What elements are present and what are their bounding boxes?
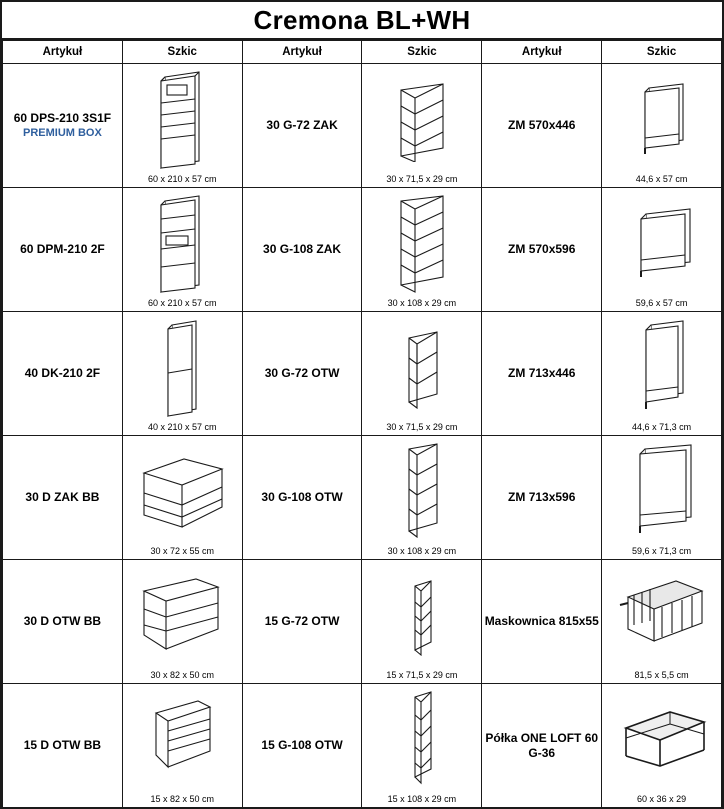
table-header-row	[3, 41, 722, 64]
product-name-cell	[3, 560, 123, 684]
product-dimensions: 15 x 71,5 x 29 cm	[386, 670, 458, 680]
product-name: 30 G-72 ZAK	[266, 118, 338, 132]
column-header-artykul-2: Artykuł	[242, 41, 362, 64]
product-name-cell	[242, 64, 362, 188]
product-sketch-cell	[122, 436, 242, 560]
product-dimensions: 30 x 82 x 50 cm	[150, 670, 215, 680]
product-sketch-cell	[602, 64, 722, 188]
product-name: 15 G-72 OTW	[264, 614, 340, 628]
product-name: 15 G-108 OTW	[261, 738, 343, 752]
product-name: 40 DK-210 2F	[24, 366, 101, 380]
product-dimensions: 60 x 210 x 57 cm	[147, 174, 217, 184]
product-sketch-cell	[362, 64, 482, 188]
table-row	[3, 188, 722, 312]
narrow-open-base-cabinet-icon	[123, 684, 242, 793]
product-name-cell	[3, 188, 123, 312]
product-dimensions: 59,6 x 71,3 cm	[632, 546, 692, 556]
open-wall-cabinet-icon	[362, 312, 481, 421]
product-dimensions: 44,6 x 71,3 cm	[632, 422, 692, 432]
product-name-cell	[242, 436, 362, 560]
column-header-szkic-1: Szkic	[122, 41, 242, 64]
product-name-cell	[242, 560, 362, 684]
product-name: ZM 713x446	[508, 366, 576, 380]
tall-corner-wall-cabinet-icon	[362, 188, 481, 297]
product-sketch-cell	[602, 436, 722, 560]
product-dimensions: 15 x 82 x 50 cm	[150, 794, 215, 804]
column-header-artykul-3: Artykuł	[482, 41, 602, 64]
product-sketch-cell	[362, 312, 482, 436]
product-name-cell	[3, 684, 123, 808]
table-row	[3, 436, 722, 560]
product-dimensions: 81,5 x 5,5 cm	[634, 670, 689, 680]
table-row	[3, 312, 722, 436]
product-name-cell	[482, 64, 602, 188]
product-dimensions: 60 x 210 x 57 cm	[147, 298, 217, 308]
product-name: 30 G-108 ZAK	[263, 242, 342, 256]
corner-base-cabinet-icon	[123, 436, 242, 545]
product-dimensions: 40 x 210 x 57 cm	[147, 422, 217, 432]
product-dimensions: 30 x 108 x 29 cm	[387, 546, 457, 556]
product-dimensions: 60 x 36 x 29	[637, 794, 687, 804]
product-sketch-cell	[122, 312, 242, 436]
product-name-cell	[3, 436, 123, 560]
product-dimensions: 15 x 108 x 29 cm	[387, 794, 457, 804]
dishwasher-front-panel-large-icon	[602, 436, 721, 545]
product-name: 60 DPM-210 2F	[20, 242, 105, 256]
product-sketch-cell	[602, 188, 722, 312]
product-grid	[2, 40, 722, 808]
sheet-title-bar	[2, 2, 722, 40]
table-row	[3, 684, 722, 808]
product-name-cell	[482, 436, 602, 560]
product-name-cell	[3, 64, 123, 188]
table-row	[3, 64, 722, 188]
narrow-open-wall-cabinet-icon	[362, 560, 481, 669]
dishwasher-front-panel-icon	[602, 64, 721, 173]
product-sketch-cell	[122, 64, 242, 188]
product-dimensions: 30 x 108 x 29 cm	[387, 298, 457, 308]
product-sketch-cell	[362, 436, 482, 560]
product-name-cell	[3, 312, 123, 436]
product-name-cell	[482, 560, 602, 684]
corner-wall-cabinet-icon	[362, 64, 481, 173]
product-name: 30 D OTW BB	[23, 614, 102, 628]
tall-oven-cabinet-icon	[123, 188, 242, 297]
product-name: 15 D OTW BB	[23, 738, 102, 752]
product-dimensions: 30 x 71,5 x 29 cm	[386, 422, 458, 432]
column-header-szkic-2: Szkic	[362, 41, 482, 64]
dishwasher-front-panel-tall-icon	[602, 312, 721, 421]
product-dimensions: 30 x 71,5 x 29 cm	[386, 174, 458, 184]
product-name-cell	[482, 684, 602, 808]
narrow-open-tall-wall-cabinet-icon	[362, 684, 481, 793]
product-name: Półka ONE LOFT 60 G-36	[485, 730, 599, 760]
tall-pantry-cabinet-icon	[123, 312, 242, 421]
product-name-cell	[242, 312, 362, 436]
column-header-szkic-3: Szkic	[602, 41, 722, 64]
product-name: 30 D ZAK BB	[25, 490, 100, 504]
loft-shelf-icon	[602, 684, 721, 793]
product-sketch-cell	[602, 684, 722, 808]
open-base-cabinet-icon	[123, 560, 242, 669]
product-name-cell	[242, 684, 362, 808]
product-dimensions: 30 x 72 x 55 cm	[150, 546, 215, 556]
product-name: ZM 713x596	[508, 490, 576, 504]
product-dimensions: 59,6 x 57 cm	[635, 298, 688, 308]
column-header-artykul-1: Artykuł	[3, 41, 123, 64]
product-sketch-cell	[122, 560, 242, 684]
tall-cabinet-3drawer-icon	[123, 64, 242, 173]
product-dimensions: 44,6 x 57 cm	[635, 174, 688, 184]
product-name: ZM 570x596	[508, 242, 576, 256]
product-name: Maskownica 815x55	[484, 614, 599, 628]
dishwasher-front-panel-wide-icon	[602, 188, 721, 297]
cover-panel-icon	[602, 560, 721, 669]
product-sketch-cell	[362, 684, 482, 808]
product-name-cell	[482, 312, 602, 436]
product-name: 60 DPS-210 3S1F	[13, 110, 112, 125]
product-name: 30 G-72 OTW	[264, 366, 340, 380]
product-sketch-cell	[122, 684, 242, 808]
product-name-cell	[242, 188, 362, 312]
table-row	[3, 560, 722, 684]
product-sketch-cell	[602, 560, 722, 684]
product-sketch-cell	[362, 560, 482, 684]
product-name: ZM 570x446	[508, 118, 576, 132]
open-tall-wall-cabinet-icon	[362, 436, 481, 545]
product-badge: PREMIUM BOX	[22, 126, 102, 139]
product-sketch-cell	[602, 312, 722, 436]
product-name: 30 G-108 OTW	[261, 490, 343, 504]
product-sketch-cell	[362, 188, 482, 312]
product-sketch-cell	[122, 188, 242, 312]
page-title: Cremona BL+WH	[253, 4, 471, 35]
product-name-cell	[482, 188, 602, 312]
